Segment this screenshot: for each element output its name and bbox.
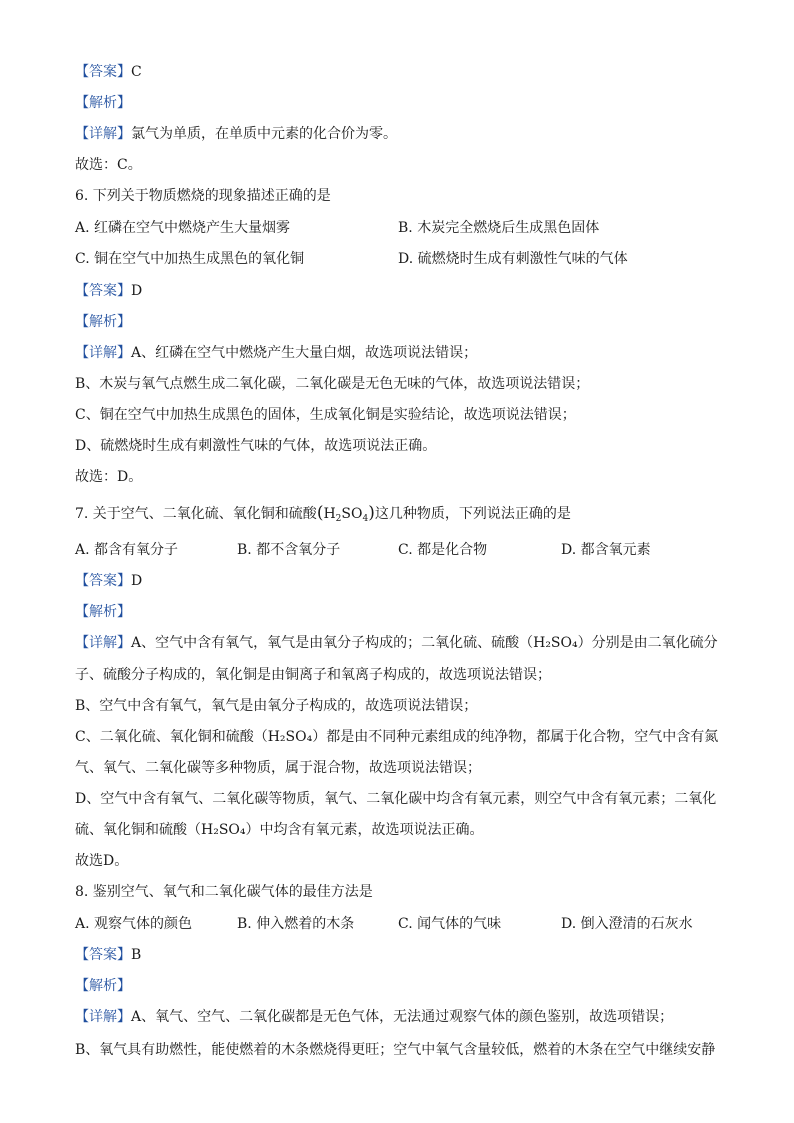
q7-answer-line	[75, 571, 142, 591]
detail-tag: 【详解】	[75, 1009, 131, 1025]
q5-analysis-tag: 【解析】	[75, 95, 131, 111]
q6-detail-b: B、木炭与氧气点燃生成二氧化碳，二氧化碳是无色无味的气体，故选项说法错误；	[75, 376, 590, 392]
formula-so: SO	[341, 506, 363, 522]
q7-stem-pre: 7. 关于空气、二氧化硫、氧化铜和硫酸	[75, 506, 317, 522]
q8-option-c: C. 闻气体的气味	[398, 916, 502, 932]
q6-detail-a-text: A、红磷在空气中燃烧产生大量白烟，故选项说法错误；	[131, 345, 478, 361]
q5-detail-text: 氯气为单质，在单质中元素的化合价为零。	[131, 126, 397, 142]
q8-option-d: D. 倒入澄清的石灰水	[561, 916, 693, 932]
q8-option-b: B. 伸入燃着的木条	[237, 916, 355, 932]
q6-option-d: D. 硫燃烧时生成有刺激性气味的气体	[398, 251, 628, 267]
q7-option-b: B. 都不含氧分子	[237, 542, 341, 558]
formula-sub-2: 2	[335, 514, 342, 524]
q8-answer-line	[75, 945, 141, 965]
h2so4-formula	[323, 506, 368, 522]
formula-sub-4: 4	[362, 514, 369, 524]
q6-analysis-tag: 【解析】	[75, 314, 131, 330]
q7-detail-d1: D、空气中含有氧气、二氧化碳等物质，氧气、二氧化碳中均含有氧元素，则空气中含有氧元素；二氧化	[75, 791, 717, 807]
q8-analysis-tag: 【解析】	[75, 978, 131, 994]
q7-detail-c1: C、二氧化硫、氧化铜和硫酸（H₂SO₄）都是由不同种元素组成的纯净物，都属于化合物，空气中含有氮	[75, 729, 719, 745]
q6-option-c: C. 铜在空气中加热生成黑色的氧化铜	[75, 251, 305, 267]
answer-tag: 【答案】	[75, 64, 131, 80]
q5-answer: C	[131, 64, 142, 80]
q7-answer: D	[131, 573, 143, 589]
q7-detail-1-text: A、空气中含有氧气，氧气是由氧分子构成的；二氧化硫、硫酸（H₂SO₄）分别是由二氧化硫分	[131, 635, 718, 651]
q7-detail-1	[75, 633, 718, 653]
answer-tag: 【答案】	[75, 573, 131, 589]
q6-stem: 6. 下列关于物质燃烧的现象描述正确的是	[75, 188, 331, 204]
q7-option-c: C. 都是化合物	[398, 542, 488, 558]
q5-conclusion: 故选：C。	[75, 157, 142, 173]
q7-option-a: A. 都含有氧分子	[75, 542, 179, 558]
answer-tag: 【答案】	[75, 947, 131, 963]
q8-detail-a	[75, 1007, 673, 1027]
q5-answer-line	[75, 62, 142, 82]
q8-detail-b: B、氧气具有助燃性，能使燃着的木条燃烧得更旺；空气中氧气含量较低，燃着的木条在空气中继续安静	[75, 1042, 716, 1058]
detail-tag: 【详解】	[75, 635, 131, 651]
answer-tag: 【答案】	[75, 283, 131, 299]
q5-detail	[75, 124, 397, 144]
q6-detail-a	[75, 343, 477, 363]
q8-option-a: A. 观察气体的颜色	[75, 916, 193, 932]
q8-answer: B	[131, 947, 142, 963]
q7-detail-b: B、空气中含有氧气，氧气是由氧分子构成的，故选项说法错误；	[75, 698, 478, 714]
q7-detail-c2: 气、氧气、二氧化碳等多种物质，属于混合物，故选项说法错误；	[75, 760, 481, 776]
q6-detail-d: D、硫燃烧时生成有刺激性气味的气体，故选项说法正确。	[75, 438, 437, 454]
q6-answer: D	[131, 283, 143, 299]
q6-conclusion: 故选：D。	[75, 469, 143, 485]
q7-detail-d2: 硫、氧化铜和硫酸（H₂SO₄）中均含有氧元素，故选项说法正确。	[75, 822, 484, 838]
q6-answer-line	[75, 281, 142, 301]
q7-stem-post: 这几种物质，下列说法正确的是	[374, 506, 571, 522]
q7-stem: 7. 关于空气、二氧化硫、氧化铜和硫酸$(H_2SO_4)$这几种物质，下列说法正确的是	[75, 503, 571, 524]
q6-detail-c: C、铜在空气中加热生成黑色的固体，生成氧化铜是实验结论，故选项说法错误；	[75, 407, 576, 423]
q7-option-d: D. 都含氧元素	[561, 542, 651, 558]
q8-detail-a-text: A、氧气、空气、二氧化碳都是无色气体，无法通过观察气体的颜色鉴别，故选项错误；	[131, 1009, 674, 1025]
detail-tag: 【详解】	[75, 126, 131, 142]
q7-conclusion: 故选D。	[75, 853, 129, 869]
q6-option-b: B. 木炭完全燃烧后生成黑色固体	[398, 220, 600, 236]
q8-stem: 8. 鉴别空气、氧气和二氧化碳气体的最佳方法是	[75, 884, 373, 900]
formula-h: H	[323, 506, 336, 522]
q7-analysis-tag: 【解析】	[75, 604, 131, 620]
q6-option-a: A. 红磷在空气中燃烧产生大量烟雾	[75, 220, 291, 236]
q7-detail-2: 子、硫酸分子构成的，氧化铜是由铜离子和氧离子构成的，故选项说法错误；	[75, 667, 551, 683]
detail-tag: 【详解】	[75, 345, 131, 361]
